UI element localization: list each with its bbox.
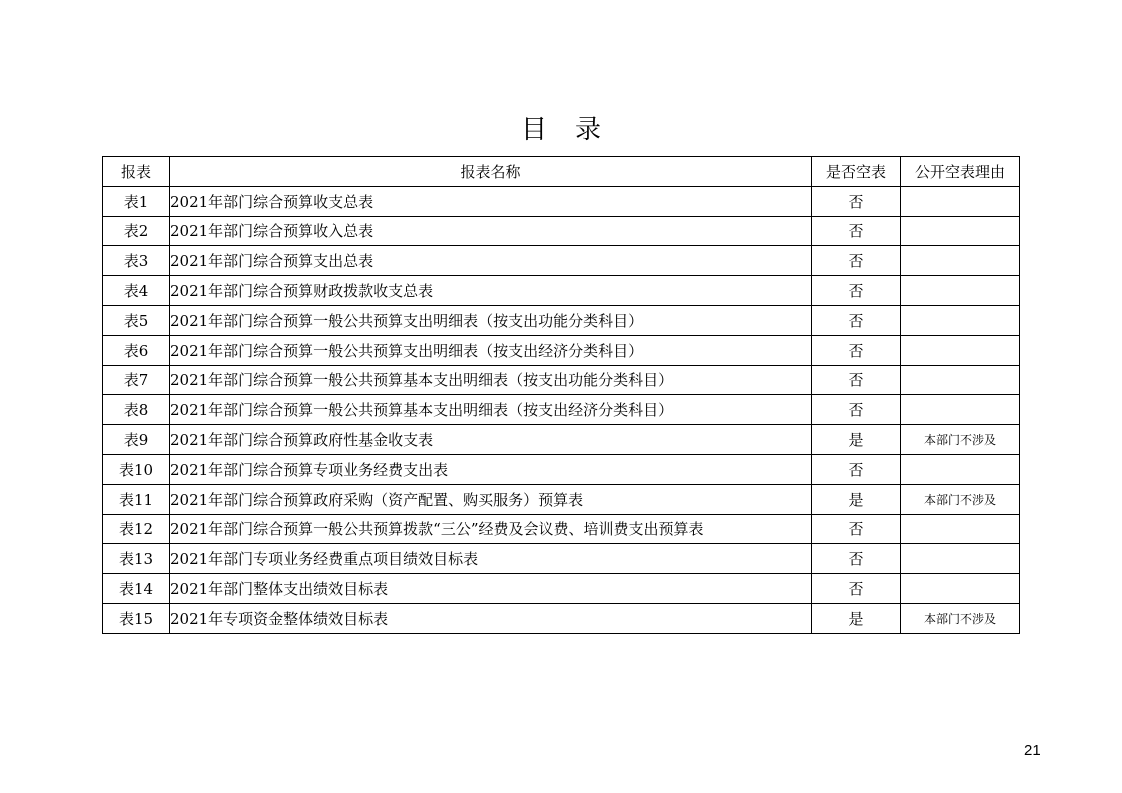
empty-reason-cell	[901, 276, 1020, 306]
is-empty-cell: 否	[812, 544, 901, 574]
table-row	[103, 484, 1020, 514]
report-code-cell: 表5	[103, 305, 170, 335]
is-empty-cell: 否	[812, 305, 901, 335]
is-empty-cell: 否	[812, 335, 901, 365]
report-code-cell: 表2	[103, 216, 170, 246]
empty-reason-cell	[901, 454, 1020, 484]
is-empty-cell: 是	[812, 425, 901, 455]
is-empty-cell: 否	[812, 454, 901, 484]
header-report-name: 报表名称	[170, 157, 812, 187]
empty-reason-cell	[901, 335, 1020, 365]
report-code-cell: 表14	[103, 574, 170, 604]
table-row	[103, 335, 1020, 365]
table-header-row	[103, 157, 1020, 187]
empty-reason-cell: 本部门不涉及	[901, 603, 1020, 633]
report-code-cell: 表6	[103, 335, 170, 365]
table-row	[103, 454, 1020, 484]
is-empty-cell: 是	[812, 484, 901, 514]
is-empty-cell: 否	[812, 216, 901, 246]
empty-reason-cell: 本部门不涉及	[901, 484, 1020, 514]
is-empty-cell: 否	[812, 276, 901, 306]
page-number: 21	[1024, 742, 1041, 759]
report-name-cell: 2021年部门综合预算一般公共预算支出明细表（按支出功能分类科目）	[170, 305, 812, 335]
report-code-cell: 表9	[103, 425, 170, 455]
report-name-cell: 2021年部门整体支出绩效目标表	[170, 574, 812, 604]
report-index-table	[102, 156, 1020, 634]
empty-reason-cell	[901, 574, 1020, 604]
empty-reason-cell: 本部门不涉及	[901, 425, 1020, 455]
is-empty-cell: 否	[812, 514, 901, 544]
report-name-cell: 2021年部门综合预算一般公共预算拨款“三公”经费及会议费、培训费支出预算表	[170, 514, 812, 544]
header-empty-reason: 公开空表理由	[901, 157, 1020, 187]
is-empty-cell: 否	[812, 574, 901, 604]
report-code-cell: 表13	[103, 544, 170, 574]
report-code-cell: 表10	[103, 454, 170, 484]
empty-reason-cell	[901, 514, 1020, 544]
report-name-cell: 2021年部门综合预算政府性基金收支表	[170, 425, 812, 455]
report-name-cell: 2021年部门综合预算财政拨款收支总表	[170, 276, 812, 306]
table-body	[103, 186, 1020, 633]
report-code-cell: 表11	[103, 484, 170, 514]
is-empty-cell: 否	[812, 395, 901, 425]
table-row	[103, 603, 1020, 633]
empty-reason-cell	[901, 365, 1020, 395]
report-code-cell: 表3	[103, 246, 170, 276]
report-code-cell: 表1	[103, 186, 170, 216]
empty-reason-cell	[901, 216, 1020, 246]
header-is-empty: 是否空表	[812, 157, 901, 187]
report-code-cell: 表15	[103, 603, 170, 633]
page-title: 目录	[520, 115, 629, 145]
report-name-cell: 2021年部门综合预算一般公共预算基本支出明细表（按支出经济分类科目）	[170, 395, 812, 425]
is-empty-cell: 是	[812, 603, 901, 633]
is-empty-cell: 否	[812, 186, 901, 216]
table-row	[103, 425, 1020, 455]
table-row	[103, 365, 1020, 395]
table-row	[103, 276, 1020, 306]
report-name-cell: 2021年专项资金整体绩效目标表	[170, 603, 812, 633]
report-code-cell: 表12	[103, 514, 170, 544]
empty-reason-cell	[901, 544, 1020, 574]
table-row	[103, 246, 1020, 276]
report-name-cell: 2021年部门综合预算一般公共预算支出明细表（按支出经济分类科目）	[170, 335, 812, 365]
table-row	[103, 216, 1020, 246]
table-row	[103, 186, 1020, 216]
report-name-cell: 2021年部门综合预算政府采购（资产配置、购买服务）预算表	[170, 484, 812, 514]
report-name-cell: 2021年部门综合预算支出总表	[170, 246, 812, 276]
table-row	[103, 305, 1020, 335]
empty-reason-cell	[901, 246, 1020, 276]
empty-reason-cell	[901, 186, 1020, 216]
is-empty-cell: 否	[812, 365, 901, 395]
empty-reason-cell	[901, 305, 1020, 335]
table-row	[103, 395, 1020, 425]
report-name-cell: 2021年部门专项业务经费重点项目绩效目标表	[170, 544, 812, 574]
table-row	[103, 574, 1020, 604]
report-name-cell: 2021年部门综合预算收入总表	[170, 216, 812, 246]
table-row	[103, 514, 1020, 544]
report-code-cell: 表7	[103, 365, 170, 395]
report-name-cell: 2021年部门综合预算专项业务经费支出表	[170, 454, 812, 484]
report-code-cell: 表4	[103, 276, 170, 306]
empty-reason-cell	[901, 395, 1020, 425]
report-name-cell: 2021年部门综合预算收支总表	[170, 186, 812, 216]
header-report-code: 报表	[103, 157, 170, 187]
is-empty-cell: 否	[812, 246, 901, 276]
report-name-cell: 2021年部门综合预算一般公共预算基本支出明细表（按支出功能分类科目）	[170, 365, 812, 395]
report-code-cell: 表8	[103, 395, 170, 425]
table-row	[103, 544, 1020, 574]
